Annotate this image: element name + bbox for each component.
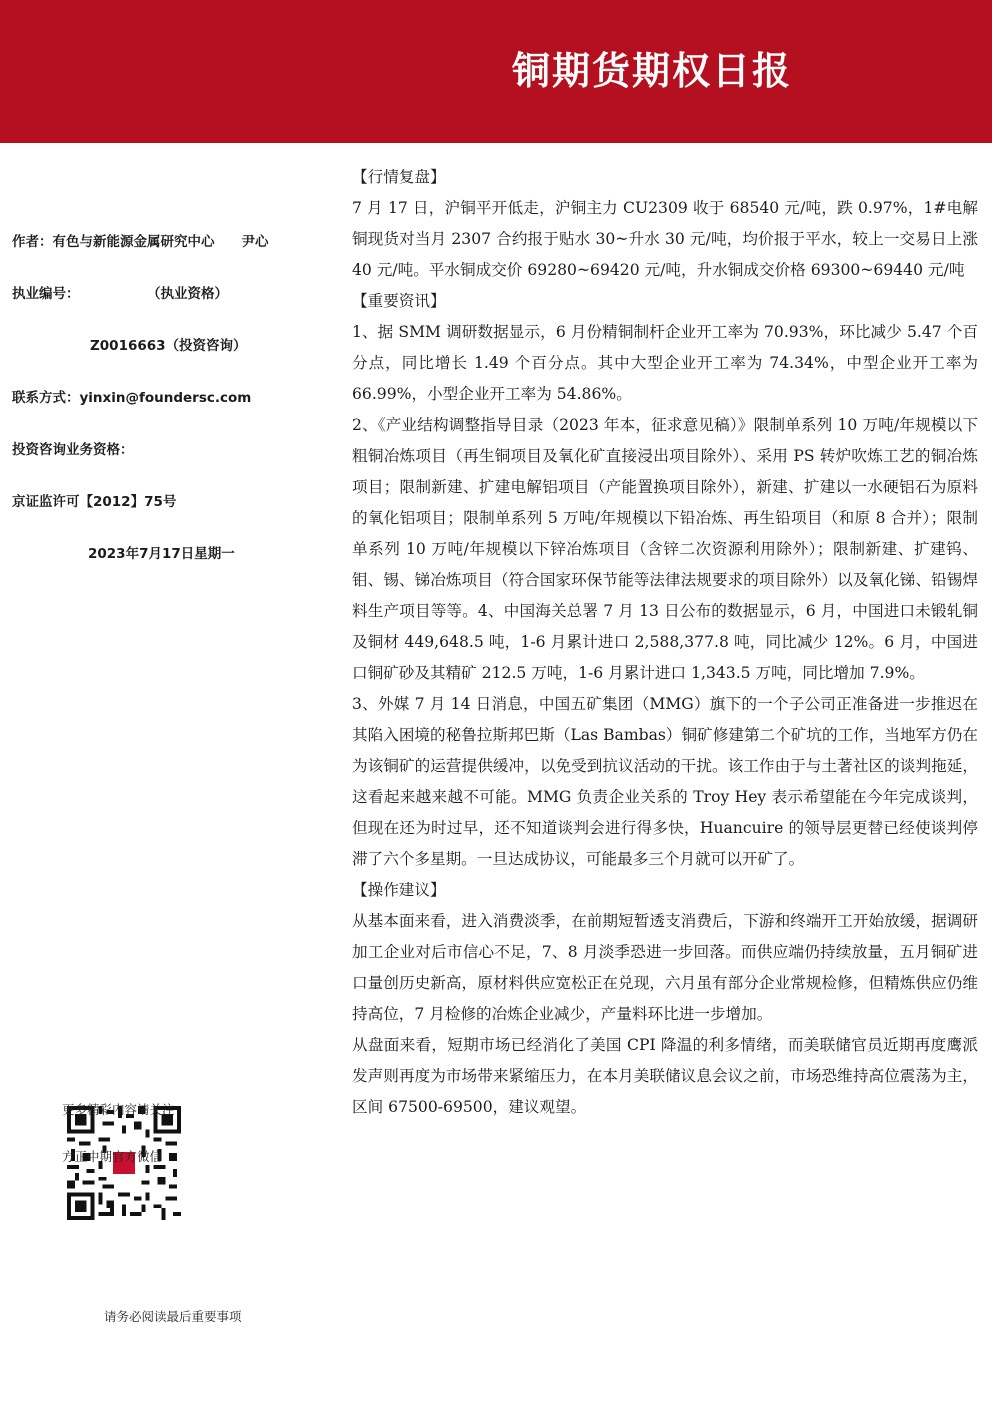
report-date: 2023年7月17日星期一 — [88, 546, 235, 562]
license-number: Z0016663（投资咨询） — [90, 338, 247, 354]
news-item-2: 2、《产业结构调整指导目录（2023 年本，征求意见稿）》限制单系列 10 万吨/年规模以下粗铜冶炼项目（再生铜项目及氧化矿直接浸出项目除外）、采用 PS 转炉吹炼工艺的铜冶炼项目；限制新建、扩建电解铝项目（产能置换项目除外），新建、扩建以一水硬铝石为原料的氧化铝项目；限制单系列 5 万吨/年规模以下铅冶炼、再生铅项目（和原 8 合并）；限制单系列 10 万吨/年规模以下锌冶炼项目（含锌二次资源利用除外）；限制新建、扩建钨、钼、锡、锑冶炼项目（符合国家环保节能等法律法规要求的项目除外）以及氧化锑、铅锡焊料生产项目等等。4、中国海关总署 7 月 13 日公布的数据显示，6 月，中国进口未锻轧铜及铜材 449,648.5 吨，1-6 月累计进口 2,588,377.8 吨，同比减少 12%。6 月，中国进口铜矿砂及其精矿 212.5 万吨，1-6 月累计进口 1,343.5 万吨，同比增加 7.9%。 — [352, 416, 978, 682]
author-line: 作者：有色与新能源金属研究中心 尹心 — [12, 234, 269, 250]
section-title-market-review: 【行情复盘】 — [352, 168, 446, 186]
news-item-3: 3、外媒 7 月 14 日消息，中国五矿集团（MMG）旗下的一个子公司正准备进一步推迟在其陷入困境的秘鲁拉斯邦巴斯（Las Bambas）铜矿修建第二个矿坑的工作，当地军方仍在为该铜矿的运营提供缓冲，以免受到抗议活动的干扰。该工作由于与土著社区的谈判拖延，这看起来越来越不可能。MMG 负责企业关系的 Troy Hey 表示希望能在今年完成谈判，但现在还为时过早，还不知道谈判会进行得多快，Huancuire 的领导层更替已经使谈判停滞了六个多星期。一旦达成协议，可能最多三个月就可以开矿了。 — [352, 695, 978, 868]
disclaimer-note: 请务必阅读最后重要事项 — [104, 1309, 242, 1324]
header-banner — [0, 0, 992, 143]
qualification-value: 京证监许可【2012】75号 — [12, 494, 177, 510]
advice-fundamentals: 从基本面来看，进入消费淡季，在前期短暂透支消费后，下游和终端开工开始放缓，据调研加工企业对后市信心不足，7、8 月淡季恐进一步回落。而供应端仍持续放量，五月铜矿进口量创历史新高，原材料供应宽松正在兑现，六月虽有部分企业常规检修，但精炼供应仍维持高位，7 月检修的冶炼企业减少，产量料环比进一步增加。 — [352, 912, 978, 1023]
section-title-key-news: 【重要资讯】 — [352, 292, 446, 310]
qualification-label: 投资咨询业务资格： — [12, 442, 134, 458]
report-title: 铜期货期权日报 — [512, 49, 793, 93]
section-title-advice: 【操作建议】 — [352, 881, 446, 899]
news-item-1: 1、据 SMM 调研数据显示，6 月份精铜制杆企业开工率为 70.93%，环比减少 5.47 个百分点，同比增长 1.49 个百分点。其中大型企业开工率为 74.34%，中型企业开工率为 66.99%，小型企业开工率为 54.86%。 — [352, 323, 978, 403]
market-review-paragraph: 7 月 17 日，沪铜平开低走，沪铜主力 CU2309 收于 68540 元/吨，跌 0.97%，1#电解铜现货对当月 2307 合约报于贴水 30~升水 30 元/吨，均价报于平水，较上一交易日上涨 40 元/吨。平水铜成交价 69280~69420 元/吨，升水铜成交价格 69300~69440 元/吨 — [352, 199, 978, 279]
main-content — [352, 162, 978, 1123]
contact-line[interactable]: 联系方式：yinxin@foundersc.com — [12, 390, 252, 406]
license-label: 执业编号： （执业资格） — [12, 286, 228, 302]
advice-market: 从盘面来看，短期市场已经消化了美国 CPI 降温的利多情绪，而美联储官员近期再度鹰派发声则再度为市场带来紧缩压力，在本月美联储议息会议之前，市场恐维持高位震荡为主，区间 67500-69500，建议观望。 — [352, 1036, 978, 1116]
sidebar — [0, 143, 340, 1403]
qr-note-2: 方正中期官方微信 — [62, 1149, 163, 1164]
qr-note-1: 更多精彩内容请关注 — [62, 1102, 175, 1117]
